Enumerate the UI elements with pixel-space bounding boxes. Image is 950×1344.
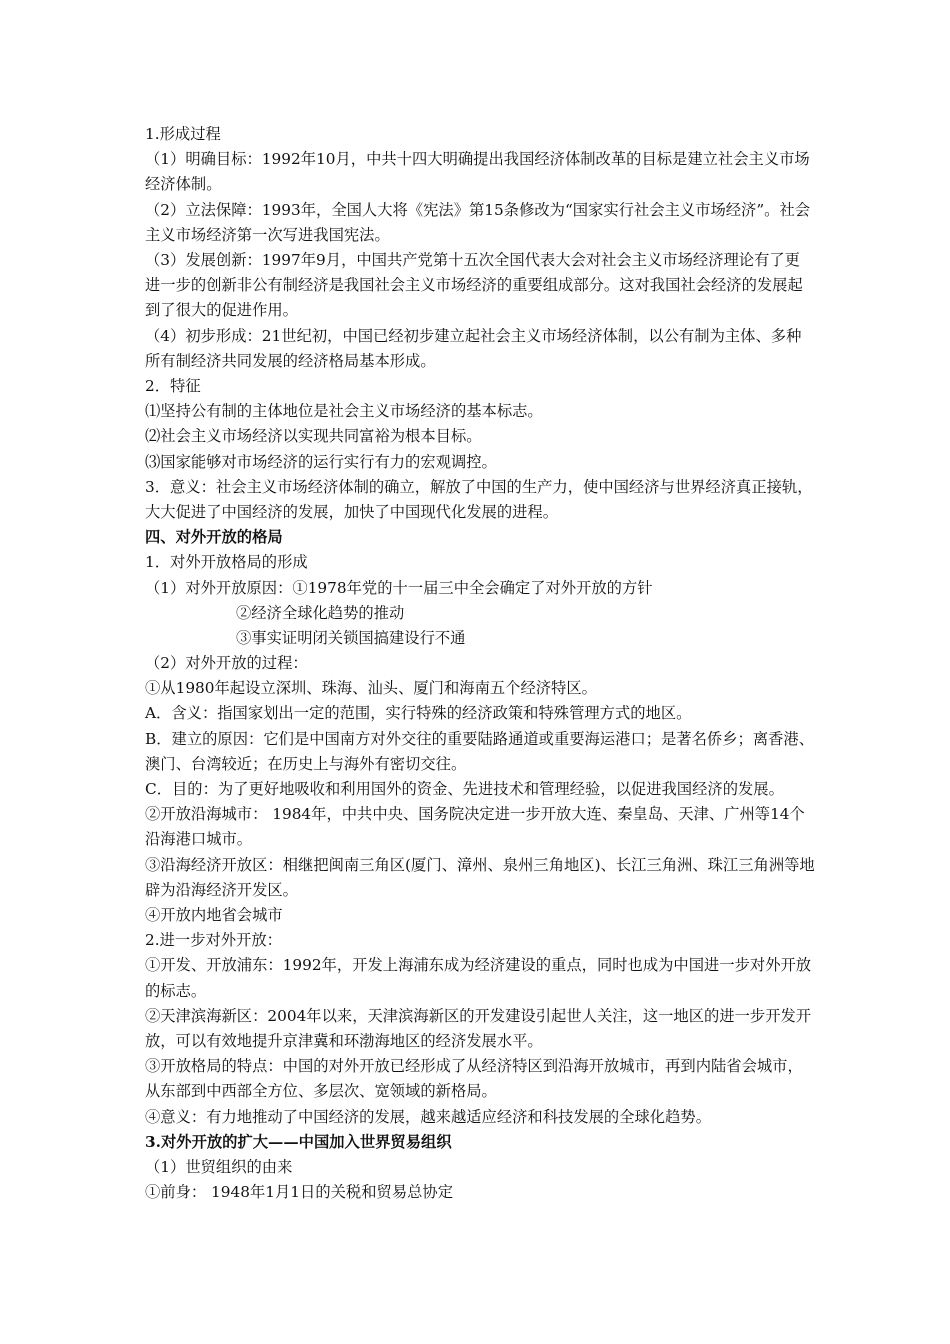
section-heading: 2.进一步对外开放： [145, 931, 282, 950]
list-item: ④开放内地省会城市 [145, 906, 283, 925]
list-item: ③事实证明闭关锁国搞建设行不通 [236, 628, 466, 647]
paragraph: B．建立的原因：它们是中国南方对外交往的重要陆路通道或重要海运港口；是著名侨乡；离香港、澳门、台湾较近；在历史上与海外有密切交往。 [145, 729, 815, 773]
section-heading: 1.形成过程 [145, 125, 221, 143]
paragraph: 3．意义：社会主义市场经济体制的确立，解放了中国的生产力，使中国经济与世界经济真正接轨，大大促进了中国经济的发展，加快了中国现代化发展的进程。 [145, 477, 813, 521]
list-item: ①从1980年起设立深圳、珠海、汕头、厦门和海南五个经济特区。 [145, 679, 597, 698]
document-body [145, 122, 815, 1205]
paragraph: ③沿海经济开放区：相继把闽南三角区(厦门、漳州、泉州三角地区)、长江三角洲、珠江三角洲等地辟为沿海经济开发区。 [145, 855, 815, 899]
paragraph: （4）初步形成：21世纪初，中国已经初步建立起社会主义市场经济体制，以公有制为主体、多种所有制经济共同发展的经济格局基本形成。 [145, 326, 802, 370]
section-heading: 1．对外开放格局的形成 [145, 553, 308, 572]
chapter-heading: 3.对外开放的扩大——中国加入世界贸易组织 [145, 1132, 452, 1151]
list-item: ④意义：有力地推动了中国经济的发展，越来越适应经济和科技发展的全球化趋势。 [145, 1107, 711, 1126]
paragraph: ③开放格局的特点：中国的对外开放已经形成了从经济特区到沿海开放城市，再到内陆省会城市，从东部到中西部全方位、多层次、宽领域的新格局。 [145, 1057, 803, 1101]
section-heading: （1）世贸组织的由来 [145, 1158, 293, 1177]
list-item: （1）对外开放原因：①1978年党的十一届三中全会确定了对外开放的方针 [145, 578, 653, 597]
paragraph: ①开发、开放浦东：1992年，开发上海浦东成为经济建设的重点，同时也成为中国进一步对外开放的标志。 [145, 956, 812, 1000]
paragraph: （2）立法保障：1993年，全国人大将《宪法》第15条修改为“国家实行社会主义市场经济”。社会主义市场经济第一次写进我国宪法。 [145, 200, 811, 244]
paragraph: （3）发展创新：1997年9月，中国共产党第十五次全国代表大会对社会主义市场经济理论有了更进一步的创新非公有制经济是我国社会主义市场经济的重要组成部分。这对我国社会经济的发展起到了很大的促进作用。 [145, 251, 803, 320]
chapter-heading: 四、对外开放的格局 [145, 528, 283, 547]
list-item: ⑶国家能够对市场经济的运行实行有力的宏观调控。 [145, 452, 497, 471]
list-item: ②经济全球化趋势的推动 [236, 603, 405, 622]
list-item: A．含义：指国家划出一定的范围，实行特殊的经济政策和特殊管理方式的地区。 [145, 704, 692, 723]
paragraph: ②开放沿海城市： 1984年，中共中央、国务院决定进一步开放大连、秦皇岛、天津、广州等14个沿海港口城市。 [145, 805, 805, 849]
list-item: ⑴坚持公有制的主体地位是社会主义市场经济的基本标志。 [145, 402, 543, 421]
paragraph: （1）明确目标：1992年10月，中共十四大明确提出我国经济体制改革的目标是建立社会主义市场经济体制。 [145, 150, 810, 194]
section-heading: 2．特征 [145, 377, 201, 396]
list-item: ①前身： 1948年1月1日的关税和贸易总协定 [145, 1183, 454, 1202]
list-item: ⑵社会主义市场经济以实现共同富裕为根本目标。 [145, 427, 482, 446]
section-heading: （2）对外开放的过程： [145, 654, 308, 673]
paragraph: ②天津滨海新区：2004年以来，天津滨海新区的开发建设引起世人关注，这一地区的进一步开发开放，可以有效地提升京津冀和环渤海地区的经济发展水平。 [145, 1006, 812, 1051]
paragraph: C．目的：为了更好地吸收和利用国外的资金、先进技术和管理经验，以促进我国经济的发展。 [145, 780, 784, 799]
